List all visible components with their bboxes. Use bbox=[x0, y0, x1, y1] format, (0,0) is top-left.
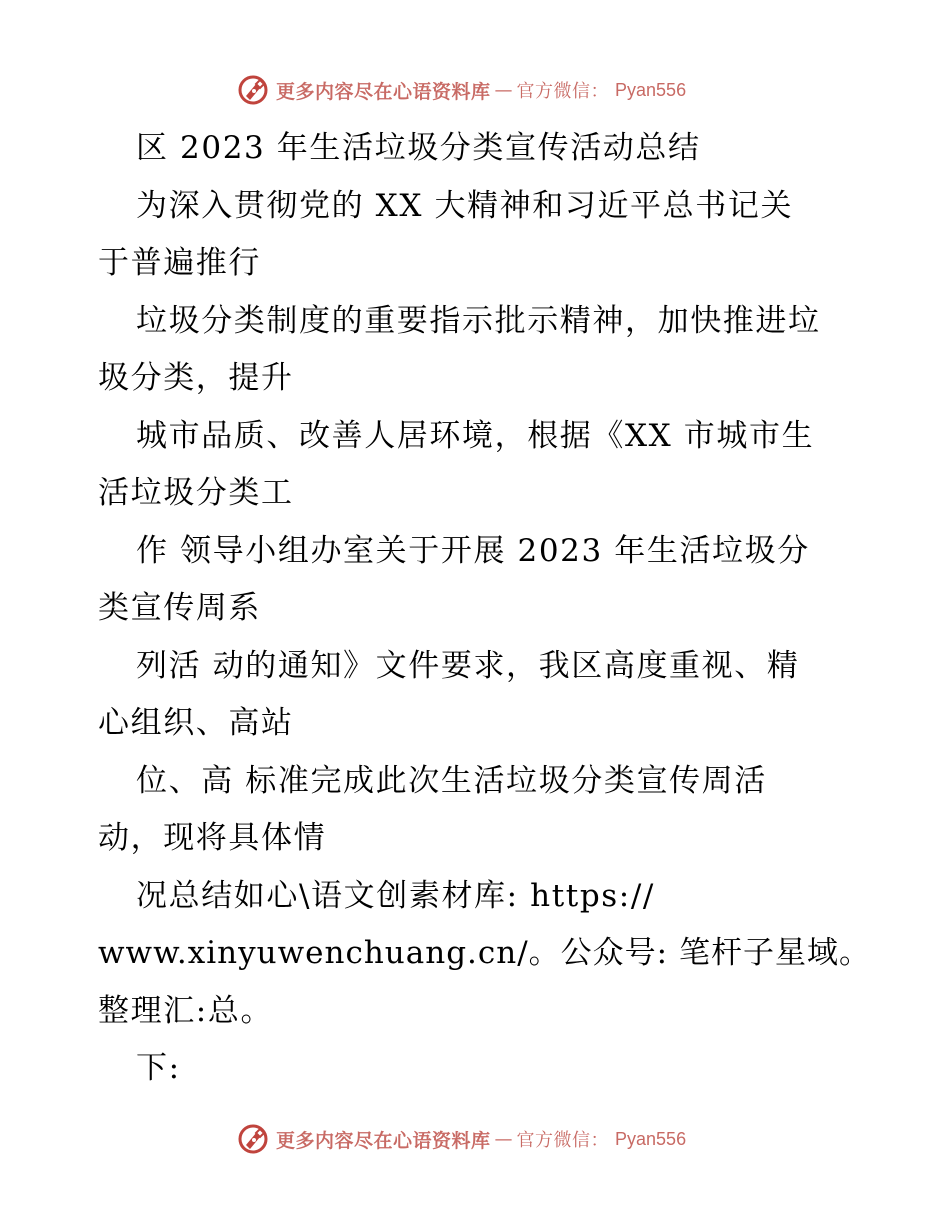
watermark-dash: — bbox=[494, 1128, 513, 1150]
paragraph-line: 作 领导小组办室关于开展 2023 年生活垃圾分 bbox=[136, 532, 810, 569]
paragraph-line: 整理汇:总。 bbox=[98, 992, 274, 1029]
paragraph-line: 位、高 标准完成此次生活垃圾分类宣传周活 bbox=[136, 762, 767, 799]
paragraph-line: 类宣传周系 bbox=[98, 590, 261, 626]
paragraph-line: 为深入贯彻党的 XX 大精神和习近平总书记关 bbox=[136, 187, 794, 224]
paragraph-line: 于普遍推行 bbox=[98, 245, 261, 281]
website-line: www.xinyuwenchuang.cn/。公众号: 笔杆子星域。 bbox=[98, 935, 871, 971]
paragraph-line: 心组织、高站 bbox=[98, 705, 294, 741]
header-watermark bbox=[236, 73, 686, 107]
paragraph-line: 况总结如心\语文创素材库: https:// bbox=[136, 877, 655, 914]
paragraph-line: 下: bbox=[136, 1050, 181, 1086]
watermark-left-text: 更多内容尽在心语资料库 bbox=[276, 1129, 491, 1152]
watermark-wechat-label: 官方微信： bbox=[516, 1130, 610, 1151]
paragraph-line: 圾分类，提升 bbox=[98, 360, 294, 396]
footer-watermark bbox=[236, 1122, 686, 1156]
watermark-wechat-id: Pyan556 bbox=[615, 1128, 687, 1149]
watermark-dash: — bbox=[494, 79, 513, 101]
paragraph-line: 活垃圾分类工 bbox=[98, 475, 294, 511]
paragraph-line: 城市品质、改善人居环境，根据《XX 市城市生 bbox=[136, 417, 815, 454]
document-body bbox=[98, 120, 878, 1098]
pen-nib-logo-icon bbox=[236, 1122, 270, 1156]
pen-nib-logo-icon bbox=[236, 73, 270, 107]
paragraph-line: 垃圾分类制度的重要指示批示精神，加快推进垃 bbox=[136, 302, 821, 339]
watermark-wechat-id: Pyan556 bbox=[615, 79, 687, 100]
paragraph-line: 列活 动的通知》文件要求，我区高度重视、精 bbox=[136, 647, 800, 684]
document-title: 区 2023 年生活垃圾分类宣传活动总结 bbox=[136, 130, 701, 166]
watermark-wechat-label: 官方微信： bbox=[516, 81, 610, 102]
paragraph-line: 动，现将具体情 bbox=[98, 820, 327, 856]
watermark-left-text: 更多内容尽在心语资料库 bbox=[276, 80, 491, 103]
